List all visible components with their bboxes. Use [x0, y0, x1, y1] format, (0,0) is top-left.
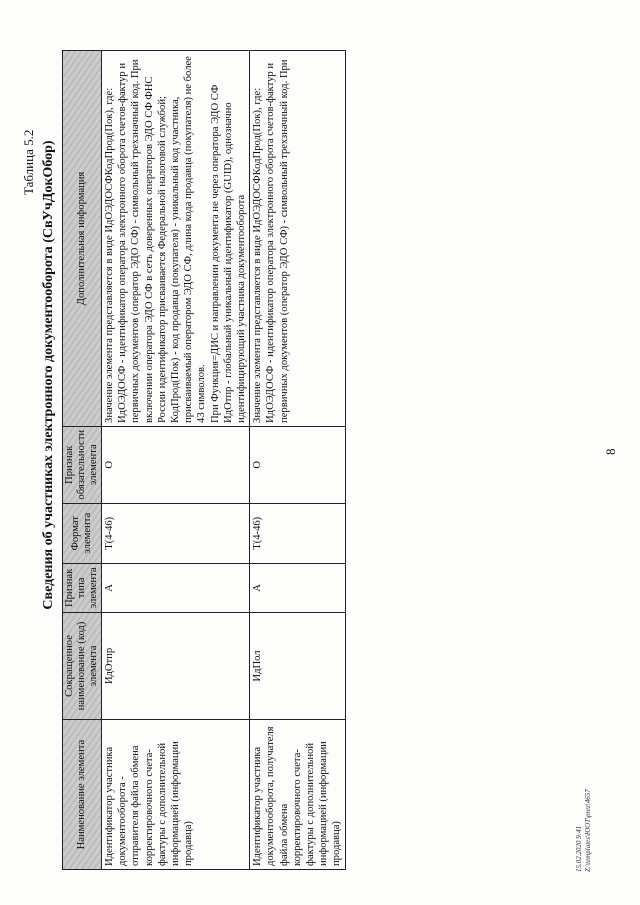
- header-format: Формат элемента: [63, 503, 102, 563]
- table-title: Сведения об участниках электронного документооборота (СвУчДокОбор): [41, 140, 56, 610]
- cell-info: [250, 51, 345, 427]
- footer-stamp: [575, 789, 593, 872]
- cell-code: ИдОтпр: [102, 612, 250, 719]
- footer-timestamp: 15.02.2020 9:41: [575, 825, 583, 872]
- header-name: Наименование элемента: [63, 720, 102, 870]
- table-header-row: [63, 51, 102, 870]
- cell-format: Т(4-46): [250, 503, 345, 563]
- cell-name: Идентификатор участника документооборота, получателя файла обмена корректировочного счета-фактуры с дополнительной информацией (информации продавца): [250, 720, 345, 870]
- header-code: Сокращенное наименование (код) элемента: [63, 612, 102, 719]
- table-row: [250, 51, 345, 870]
- info-line: ИдОЭДОСФ - идентификатор оператора электронного оборота счетов-фактур и первичных документов (оператор ЭДО СФ) - символьный трехзначный код. При включении оператора ЭДО СФ в сеть доверенных операторов ЭДО СФ ФНС России идентификатор присваивается Федеральной налоговой службой;: [117, 59, 168, 423]
- elements-table: [62, 50, 346, 870]
- table-row: [102, 51, 250, 870]
- header-required: Признак обязательности элемента: [63, 426, 102, 503]
- cell-required: О: [250, 426, 345, 503]
- cell-type: А: [250, 563, 345, 612]
- cell-name: Идентификатор участника документооборота - отправителя файла обмена корректировочного счета-фактуры с дополнительной информацией (информации продавца): [102, 720, 250, 870]
- header-type: Признак типа элемента: [63, 563, 102, 612]
- page-number: 8: [603, 448, 618, 455]
- table-label: Таблица 5.2: [21, 129, 36, 195]
- cell-required: О: [102, 426, 250, 503]
- info-line: При Функция=ДИС и направлении документа не через оператора ЭДО СФ ИдОтпр - глобальный уникальный идентификатор (GUID), однозначно идентифицирующий участника документооборота: [209, 84, 248, 423]
- info-line: Значение элемента представляется в виде ИдОЭДОСФКодПрод(Пок), где:: [104, 87, 115, 423]
- cell-code: ИдПол: [250, 612, 345, 719]
- info-line: КодПрод(Пок) - код продавца (покупателя) - уникальный код участника, присваиваемый оператором ЭДО СФ, длина кода продавца (покупателя) не более 43 символов.: [170, 56, 208, 423]
- info-line: Значение элемента представляется в виде ИдОЭДОСФКодПрод(Пок), где:: [252, 87, 264, 423]
- cell-format: Т(4-46): [102, 503, 250, 563]
- footer-path: Z:\templates\ЮОТ\prez\4657: [584, 789, 592, 872]
- cell-type: А: [102, 563, 250, 612]
- rotated-content: [15, 40, 625, 880]
- header-info: Дополнительная информация: [63, 51, 102, 427]
- cell-info: [102, 51, 250, 427]
- info-line: ИдОЭДОСФ - идентификатор оператора электронного оборота счетов-фактур и первичных документов (оператор ЭДО СФ) - символьный трехзначный код. При: [265, 59, 290, 423]
